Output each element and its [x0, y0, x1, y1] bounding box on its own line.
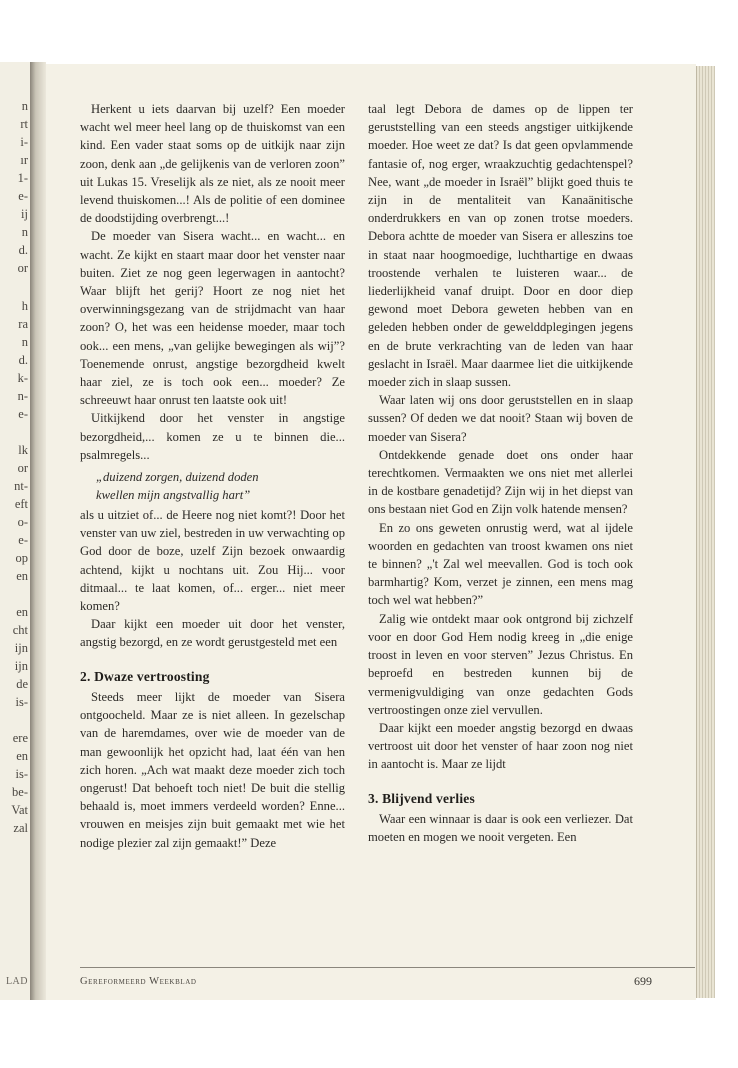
prev-page-text-fragment: lk: [18, 443, 28, 457]
prev-page-text-fragment: rt: [20, 117, 28, 131]
prev-page-text-fragment: ij: [21, 207, 28, 221]
psalm-quote: [80, 468, 345, 504]
book-gutter: [30, 62, 46, 1000]
prev-page-text-fragment: d.: [18, 243, 28, 257]
prev-page-text-fragment: Vat: [11, 803, 28, 817]
page-edges: [696, 66, 715, 998]
prev-page-footer-fragment: LAD: [5, 976, 28, 987]
section-heading: 3. Blijvend verlies: [368, 790, 475, 806]
prev-page-text-fragment: en: [16, 749, 28, 763]
paragraph: Waar een winnaar is daar is ook een verliezer. Dat moeten en mogen we nooit vergeten. Een: [368, 811, 633, 844]
paragraph: De moeder van Sisera wacht... en wacht... en wacht. Ze kijkt en staart maar door het venster naar buiten. Ziet ze nog geen legerwagen in aantocht? Waar blijft het gerij? Hoort ze nog niet het overwinningsgezang van de strijdmacht van haar zoon? O, het was een heidense moeder, maar toch ook... een mens, „van gelijke bewegingen als wij”? Toenemende onrust, angstige bezorgdheid kwelt haar ziel, ze is toch ook een... moeder? Ze schreeuwt haar onrust ten laatste ook uit!: [80, 229, 345, 408]
prev-page-text-fragment: ijn: [14, 659, 28, 673]
prev-page-text-fragment: op: [15, 551, 28, 565]
paragraph: En zo ons geweten onrustig werd, wat al ijdele woorden en gedachten van troost kwamen ons niet te binnen? „'t Zal wel meevallen. God is toch ook barmhartig? Kom, verzet je zinnen, een mens mag toch wel wat hebben?”: [368, 520, 633, 608]
paragraph: Daar kijkt een moeder angstig bezorgd en dwaas vertroost uit door het venster of haar zoon nog niet in aantocht is. Maar ze lijdt: [368, 720, 633, 772]
prev-page-text-fragment: be-: [12, 785, 28, 799]
prev-page-text-fragment: n: [21, 99, 28, 113]
prev-page-text-fragment: ijn: [14, 641, 28, 655]
prev-page-text-fragment: ere: [12, 731, 28, 745]
prev-page-text-fragment: e-: [18, 407, 28, 421]
prev-page-text-fragment: ra: [18, 317, 28, 331]
prev-page-text-fragment: d.: [18, 353, 28, 367]
paragraph: als u uitziet of... de Heere nog niet komt?! Door het venster van uw ziel, bestreden in uw verwachting op God door de boze, uzelf Zijn bezoek onwaardig achtend, kijkt u nochtans uit. Zou Hij... voor ditmaal... te laat komen, of... erger... niet meer komen?: [80, 508, 345, 614]
prev-page-text-fragment: k-: [17, 371, 28, 385]
prev-page-text-fragment: n-: [17, 389, 28, 403]
publication-title: Gereformeerd Weekblad: [80, 976, 197, 987]
psalm-line: kwellen mijn angstvallig hart”: [96, 488, 251, 503]
page-number: 699: [634, 974, 652, 988]
prev-page-text-fragment: ır: [20, 153, 28, 167]
prev-page-text-fragment: is-: [15, 695, 28, 709]
paragraph: Steeds meer lijkt de moeder van Sisera ontgoocheld. Maar ze is niet alleen. In gezelschap van de haremdames, over wie de moeder van de man gewoonlijk het opzicht had, laat één van hen zich horen. „Ach wat maakt deze moeder zich toch ongerust! Dat behoeft toch niet! De buit die stellig behaald is, moet immers verdeeld worden? Enne... vrouwen en meisjes zijn buit gemaakt met wie het nodige plezier zal zijn gemaakt!” Deze: [80, 689, 345, 850]
prev-page-text-fragment: n: [21, 225, 28, 239]
prev-page-text-fragment: h: [21, 299, 28, 313]
paragraph: Daar kijkt een moeder uit door het venster, angstig bezorgd, en ze wordt gerustgesteld met een: [80, 617, 345, 650]
prev-page-text-fragment: n: [21, 335, 28, 349]
prev-page-text-fragment: cht: [12, 623, 28, 637]
section-heading: 2. Dwaze vertroosting: [80, 668, 210, 684]
prev-page-text-fragment: eft: [14, 497, 28, 511]
prev-page-text-fragment: en: [16, 605, 28, 619]
prev-page-text-fragment: nt-: [14, 479, 28, 493]
left-column: [80, 100, 345, 852]
prev-page-text-fragment: de: [16, 677, 28, 691]
paragraph: Herkent u iets daarvan bij uzelf? Een moeder wacht wel meer heel lang op de thuiskomst van een kind. Een vader staat soms op de uitkijk naar zijn zoon, denk aan „de gelijkenis van de verloren zoon” uit Lukas 15. Vreselijk als ze niet, als ze nooit meer levend thuiskomen...! Als de politie of een dominee de doodstijding overbrengt...!: [80, 102, 345, 226]
prev-page-text-fragment: en: [16, 569, 28, 583]
prev-page-text-fragment: e-: [18, 533, 28, 547]
previous-page-edge: [0, 62, 30, 1000]
paragraph: Zalig wie ontdekt maar ook ontgrond bij zichzelf voor en door God Hem nodig kreeg in „die enige troost in leven en voor sterven” Jezus Christus. En beproefd en bestreden kunnen bij de vermenigvuldiging van onze gedachten Gods vertroostingen onze ziel vervullen.: [368, 611, 633, 717]
prev-page-text-fragment: or: [17, 261, 28, 275]
prev-page-text-fragment: o-: [17, 515, 28, 529]
footer-rule: [80, 967, 695, 968]
prev-page-text-fragment: is-: [15, 767, 28, 781]
psalm-line: „duizend zorgen, duizend doden: [96, 470, 259, 485]
prev-page-text-fragment: 1-: [17, 171, 28, 185]
paragraph: taal legt Debora de dames op de lippen ter geruststelling van een steeds angstiger uitkijkende moeder. Hoe weet ze dat? Is dat geen opvlammende fantasie of, nog erger, wraakzuchtig gedachtenspel? Nee, want „de moeder in Israël” blijkt goed thuis te zijn in de mentaliteit van Kanaänitische onderdrukkers en van op zonen trotse moeders. Debora achtte de moeder van Sisera er alleszins toe in staat naar hoogmoedige, luchthartige en dwaas troostende verhalen te luisteren waar... de liederlijkheid vanaf druipt. Door en door diep gewond moet Debora geweten hebben van en geleden hebben onder de gewelddplegingen jegens en de brute verkrachting van de leden van haar geslacht in Israël. Maar daarmee liet die uitkijkende moeder zich in slaap sussen.: [368, 102, 633, 390]
right-column: [368, 100, 633, 846]
paragraph: Ontdekkende genade doet ons onder haar terechtkomen. Vermaakten we ons niet met allerlei in de kostbare genadetijd? Zijn wij in het diepst van ons bestaan niet God en Zijn volk hatende mensen?: [368, 447, 633, 517]
paragraph: Waar laten wij ons door geruststellen en in slaap sussen? Of deden we dat nooit? Staan wij boven de moeder van Sisera?: [368, 393, 633, 444]
prev-page-text-fragment: e-: [18, 189, 28, 203]
prev-page-text-fragment: i-: [20, 135, 28, 149]
paragraph: Uitkijkend door het venster in angstige bezorgdheid,... komen ze u te binnen die... psalmregels...: [80, 411, 345, 462]
prev-page-text-fragment: or: [17, 461, 28, 475]
prev-page-text-fragment: zal: [13, 821, 28, 835]
